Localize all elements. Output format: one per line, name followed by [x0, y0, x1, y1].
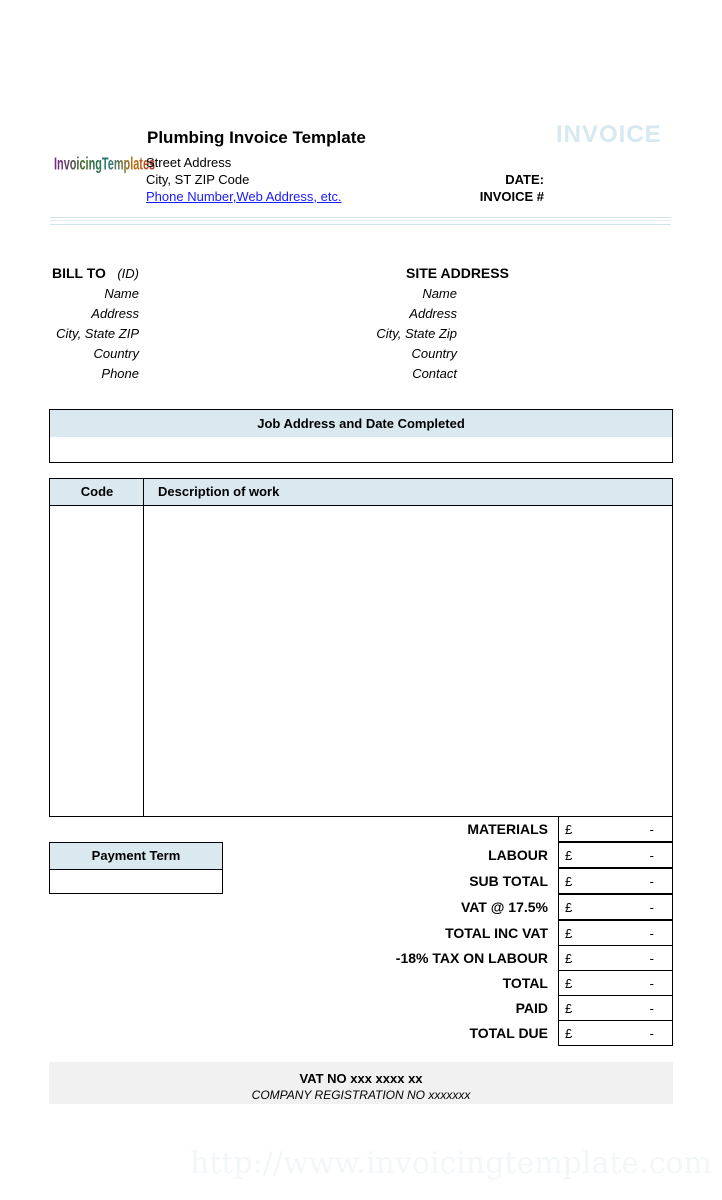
header-rule-1 — [50, 217, 671, 218]
paid-label: PAID — [515, 1000, 548, 1016]
bill-to-name-label: Name — [104, 286, 139, 301]
total-inc-vat-label: TOTAL INC VAT — [445, 925, 548, 941]
amount: - — [649, 1026, 654, 1041]
labour-value[interactable] — [558, 842, 673, 868]
vat-value[interactable] — [558, 894, 673, 920]
currency-symbol: £ — [565, 976, 573, 991]
amount: - — [649, 822, 654, 837]
currency-symbol: £ — [565, 951, 573, 966]
total-label: TOTAL — [502, 975, 548, 991]
code-column-header: Code — [80, 484, 114, 499]
site-address-label: Address — [409, 306, 457, 321]
amount: - — [649, 848, 654, 863]
payment-term-box — [49, 842, 223, 894]
amount: - — [649, 900, 654, 915]
sub-total-label: SUB TOTAL — [469, 873, 548, 889]
total-due-label: TOTAL DUE — [469, 1025, 548, 1041]
company-registration: COMPANY REGISTRATION NO xxxxxxx — [251, 1088, 471, 1102]
total-inc-vat-value[interactable] — [558, 920, 673, 946]
job-address-field[interactable] — [50, 437, 672, 462]
currency-symbol: £ — [565, 822, 573, 837]
materials-label: MATERIALS — [467, 821, 548, 837]
total-due-value[interactable] — [558, 1020, 673, 1046]
city-zip: City, ST ZIP Code — [146, 172, 250, 187]
payment-term-field[interactable] — [50, 870, 222, 893]
description-column-header: Description of work — [158, 484, 280, 499]
amount: - — [649, 1001, 654, 1016]
materials-value[interactable] — [558, 816, 673, 842]
vat-number: VAT NO xxx xxxx xx — [299, 1071, 423, 1086]
tax-on-labour-label: -18% TAX ON LABOUR — [395, 950, 548, 966]
labour-label: LABOUR — [488, 847, 548, 863]
footer-band — [49, 1062, 673, 1104]
currency-symbol: £ — [565, 848, 573, 863]
site-city-label: City, State Zip — [376, 326, 457, 341]
bill-to-address-label: Address — [91, 306, 139, 321]
currency-symbol: £ — [565, 874, 573, 889]
job-address-heading: Job Address and Date Completed — [50, 410, 672, 437]
bill-to-id: (ID) — [117, 266, 139, 281]
total-value[interactable] — [558, 970, 673, 996]
bill-to-phone-label: Phone — [101, 366, 139, 381]
currency-symbol: £ — [565, 900, 573, 915]
date-label: DATE: — [505, 172, 544, 187]
invoice-number-label: INVOICE # — [479, 189, 544, 204]
currency-symbol: £ — [565, 926, 573, 941]
company-logo — [54, 141, 156, 177]
header-rule-2 — [50, 220, 671, 221]
bill-to-country-label: Country — [93, 346, 139, 361]
header-rule-3 — [50, 224, 671, 225]
work-table — [49, 478, 673, 817]
currency-symbol: £ — [565, 1026, 573, 1041]
sub-total-value[interactable] — [558, 868, 673, 894]
logo-text: InvoicingTemplates — [54, 155, 156, 175]
job-address-box — [49, 409, 673, 463]
paid-value[interactable] — [558, 995, 673, 1021]
code-column-body[interactable] — [50, 506, 143, 816]
description-column-body[interactable] — [144, 506, 672, 816]
currency-symbol: £ — [565, 1001, 573, 1016]
amount: - — [649, 976, 654, 991]
watermark: http://www.invoicingtemplate.com — [189, 1146, 712, 1181]
amount: - — [649, 926, 654, 941]
vat-label: VAT @ 17.5% — [460, 899, 548, 915]
contact-link[interactable]: Phone Number,Web Address, etc. — [146, 189, 342, 204]
invoice-title: INVOICE — [556, 121, 662, 148]
amount: - — [649, 874, 654, 889]
site-address-heading: SITE ADDRESS — [406, 265, 509, 281]
amount: - — [649, 951, 654, 966]
site-name-label: Name — [422, 286, 457, 301]
street-address: Street Address — [146, 155, 232, 170]
bill-to-heading: BILL TO — [52, 265, 106, 281]
payment-term-heading: Payment Term — [50, 843, 222, 870]
site-country-label: Country — [411, 346, 457, 361]
bill-to-city-label: City, State ZIP — [56, 326, 139, 341]
site-contact-label: Contact — [412, 366, 457, 381]
tax-on-labour-value[interactable] — [558, 945, 673, 971]
company-name: Plumbing Invoice Template — [147, 128, 366, 147]
